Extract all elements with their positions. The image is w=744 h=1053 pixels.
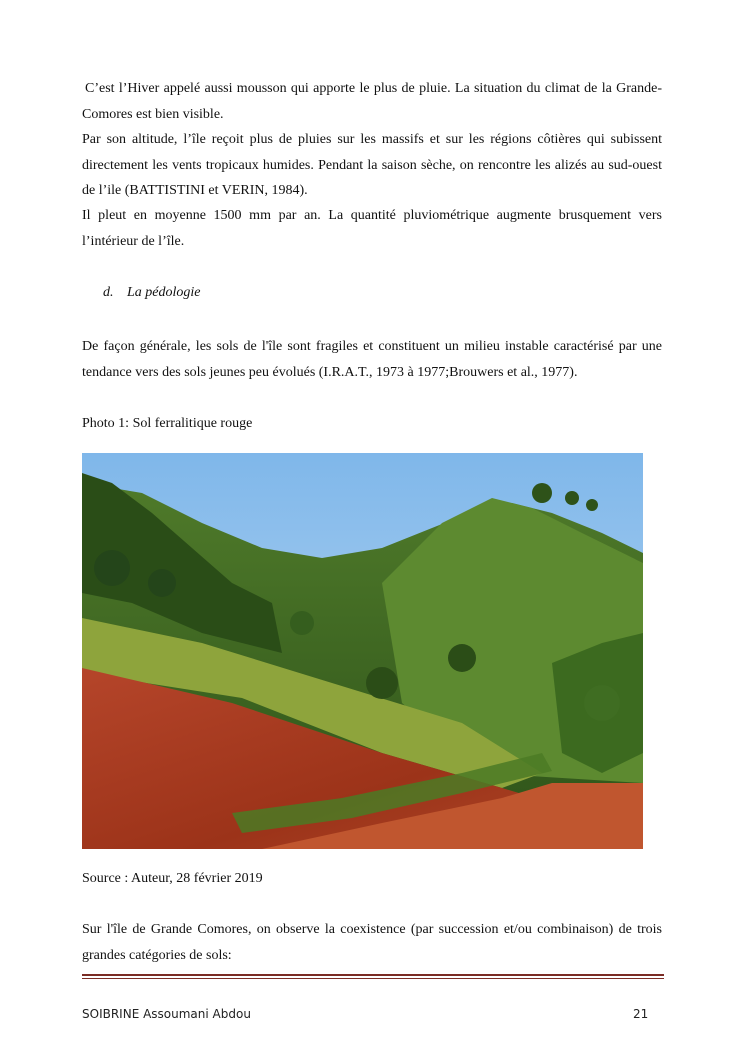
footer-author: SOIBRINE Assoumani Abdou bbox=[82, 1007, 251, 1021]
photo-sol-ferralitique bbox=[82, 453, 643, 849]
paragraph-climat-2: Par son altitude, l’île reçoit plus de pluies sur les massifs et sur les régions côtières qui subissent directement les vents tropicaux humides. Pendant la saison sèche, on rencontre les alizés au sud-ouest de l’ile (BATTISTINI et VERIN, 1984). bbox=[82, 132, 662, 198]
section-heading bbox=[103, 285, 201, 301]
paragraph-sols-intro: Sur l'île de Grande Comores, on observe la coexistence (par succession et/ou combinaison) de trois grandes catégories de sols: bbox=[82, 922, 662, 963]
paragraph-climat-1: C’est l’Hiver appelé aussi mousson qui apporte le plus de pluie. La situation du climat de la Grande-Comores est bien visible. bbox=[82, 81, 662, 122]
section-title: La pédologie bbox=[127, 285, 201, 300]
paragraph-pedologie-intro: De façon générale, les sols de l'île sont fragiles et constituent un milieu instable caractérisé par une tendance vers des sols jeunes peu évolués (I.R.A.T., 1973 à 1977;Brouwers et al., 1977). bbox=[82, 339, 662, 380]
paragraph-climat-3: Il pleut en moyenne 1500 mm par an. La quantité pluviométrique augmente brusquement vers l’intérieur de l’île. bbox=[82, 208, 662, 249]
figure-caption: Photo 1: Sol ferralitique rouge bbox=[82, 416, 253, 431]
footer-rule-thin bbox=[82, 978, 664, 979]
footer-rule-thick bbox=[82, 974, 664, 976]
page-number: 21 bbox=[633, 1007, 649, 1021]
section-number: d. bbox=[103, 285, 114, 300]
figure-source: Source : Auteur, 28 février 2019 bbox=[82, 871, 263, 886]
